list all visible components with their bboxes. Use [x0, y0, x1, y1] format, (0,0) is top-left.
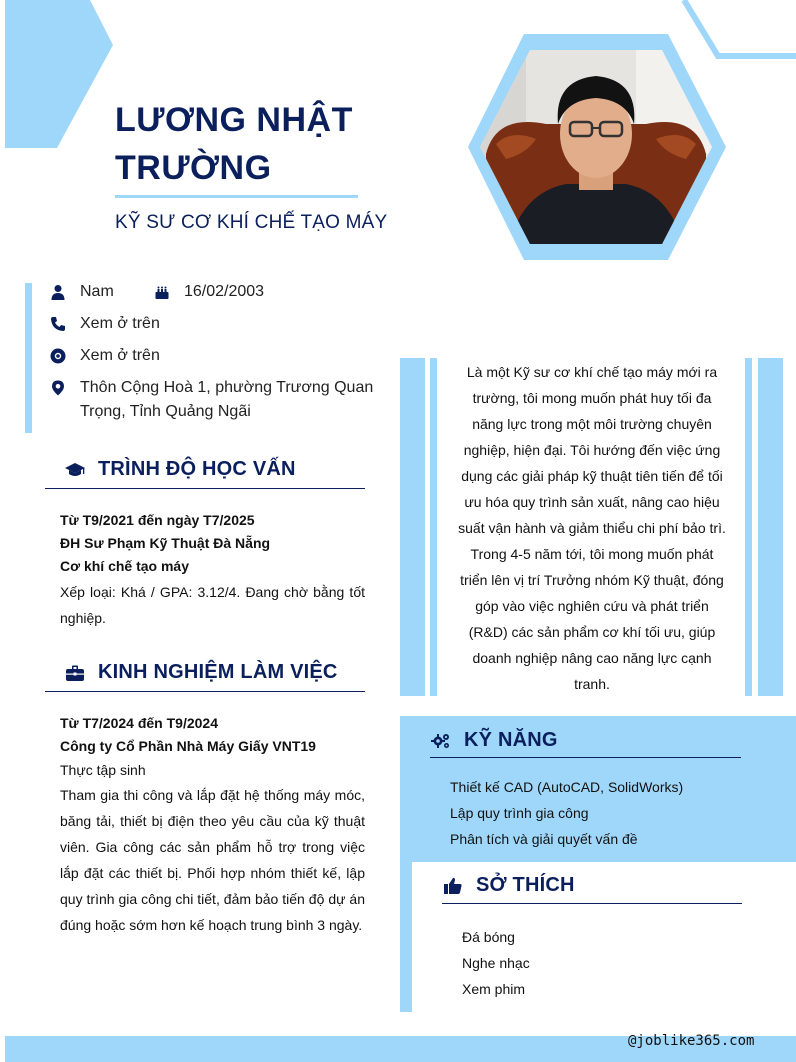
- contact-accent-bar: [25, 283, 32, 433]
- summary-accent-bar-left-thin: [430, 358, 437, 696]
- education-major: Cơ khí chế tạo máy: [60, 558, 189, 574]
- skills-divider: [430, 757, 741, 758]
- skill-item: Phân tích và giải quyết vấn đề: [450, 831, 638, 847]
- name-underline: [115, 195, 358, 198]
- summary-accent-bar-right-thin: [745, 358, 752, 696]
- education-note: Xếp loại: Khá / GPA: 3.12/4. Đang chờ bằng tốt nghiệp.: [60, 584, 365, 626]
- hobbies-accent-bar: [400, 862, 412, 1012]
- hobby-item: Nghe nhạc: [462, 955, 530, 971]
- thumbs-up-icon: [442, 875, 464, 897]
- decorative-shape-top-left: [5, 0, 113, 148]
- location-pin-icon: [48, 376, 68, 400]
- skill-item: Thiết kế CAD (AutoCAD, SolidWorks): [450, 779, 684, 795]
- profile-photo: [466, 34, 726, 260]
- gender-value: Nam: [80, 283, 114, 300]
- experience-section-header: [64, 661, 338, 684]
- career-summary: Là một Kỹ sư cơ khí chế tạo máy mới ra trường, tôi mong muốn phát huy tối đa năng lực trong một môi trường chuyên nghiệp, hiện đại. Tôi hướng đến việc ứng dụng các giải pháp kỹ thuật tiên tiến để tối ưu hóa quy trình sản xuất, nâng cao hiệu suất vận hành và giảm thiểu chi phí bảo trì. Trong 4-5 năm tới, tôi mong muốn phát triển lên vị trí Trưởng nhóm Kỹ thuật, đóng góp vào việc nghiên cứu và phát triển (R&D) các sản phẩm cơ khí tối ưu, giúp doanh nghiệp nâng cao năng lực cạnh tranh.: [458, 364, 726, 692]
- experience-company: Công ty Cổ Phần Nhà Máy Giấy VNT19: [60, 738, 316, 754]
- candidate-name: [115, 96, 415, 192]
- education-divider: [45, 488, 365, 489]
- education-school: ĐH Sư Phạm Kỹ Thuật Đà Nẵng: [60, 535, 271, 551]
- user-icon: [48, 280, 68, 304]
- briefcase-icon: [64, 662, 86, 684]
- experience-title: KINH NGHIỆM LÀM VIỆC: [98, 661, 338, 683]
- hobby-item: Xem phim: [462, 981, 526, 997]
- graduation-cap-icon: [64, 459, 86, 481]
- hobby-item: Đá bóng: [462, 929, 515, 945]
- skill-item: Lập quy trình gia công: [450, 805, 589, 821]
- birthday-cake-icon: [152, 280, 172, 304]
- email-value: Xem ở trên: [80, 347, 160, 364]
- contact-email: [48, 344, 160, 368]
- address-line2: Trọng, Tỉnh Quảng Ngãi: [80, 403, 251, 420]
- experience-divider: [45, 691, 365, 692]
- candidate-name-line1: LƯƠNG NHẬT: [115, 101, 353, 139]
- contact-phone: [48, 312, 160, 336]
- skills-section-header: [430, 729, 558, 752]
- summary-accent-bar-left-wide: [400, 358, 425, 696]
- summary-accent-bar-right-wide: [758, 358, 783, 696]
- experience-period: Từ T7/2024 đến T9/2024: [60, 715, 218, 731]
- address-line1: Thôn Cộng Hoà 1, phường Trương Quan: [80, 379, 374, 396]
- at-sign-icon: [48, 344, 68, 368]
- hobbies-title: SỞ THÍCH: [476, 874, 575, 896]
- address-value: [80, 376, 373, 424]
- experience-role: Thực tập sinh: [60, 762, 146, 778]
- hobbies-divider: [442, 903, 742, 904]
- skills-title: KỸ NĂNG: [464, 729, 558, 751]
- contact-address: [48, 376, 373, 424]
- education-section-header: [64, 458, 296, 481]
- candidate-name-line2: TRƯỜNG: [115, 149, 272, 187]
- contact-gender-birthday: [48, 280, 264, 304]
- experience-description: Tham gia thi công và lắp đặt hệ thống máy móc, băng tải, thiết bị điện theo yêu cầu của kỹ thuật viên. Gia công các sản phẩm hỗ trợ trong việc lắp đặt các thiết bị. Phối hợp nhóm thiết kế, lập quy trình gia công chi tiết, đảm bảo tiến độ dự án đúng hoặc sớm hơn kế hoạch trung bình 3 ngày.: [60, 787, 365, 933]
- hobbies-section-header: [442, 874, 575, 897]
- education-title: TRÌNH ĐỘ HỌC VẤN: [98, 458, 296, 480]
- education-period: Từ T9/2021 đến ngày T7/2025: [60, 512, 255, 528]
- birthday-value: 16/02/2003: [184, 283, 265, 300]
- phone-value: Xem ở trên: [80, 315, 160, 332]
- phone-icon: [48, 312, 68, 336]
- footer-watermark: @joblike365.com: [628, 1033, 755, 1049]
- gears-icon: [430, 730, 452, 752]
- job-title: KỸ SƯ CƠ KHÍ CHẾ TẠO MÁY: [115, 212, 388, 233]
